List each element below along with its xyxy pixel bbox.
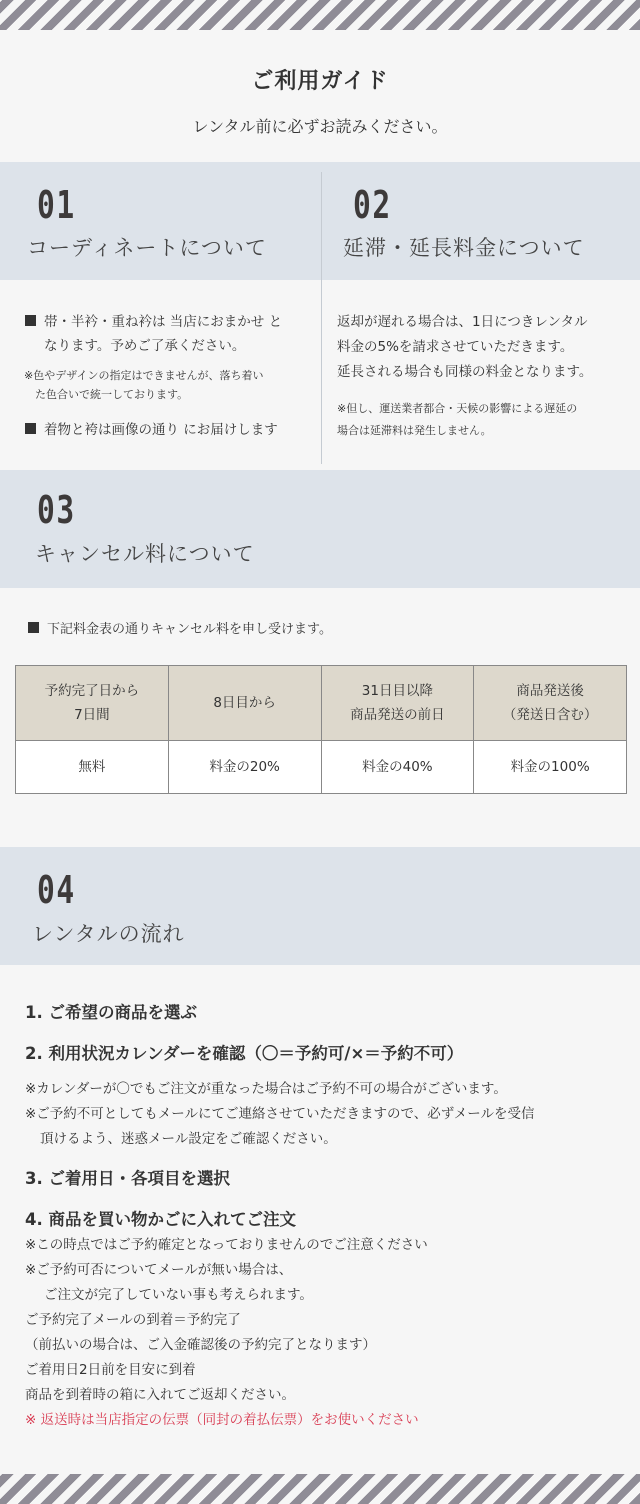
section-03-number: 03 [37,488,76,532]
flow-step-2-notes: ※カレンダーが〇でもご注文が重なった場合はご予約不可の場合がございます。 ※ご予約不可としてもメールにてご連絡させていただきますので、必ずメールを受信 頂けるよう、迷惑メール設定をご確認ください。 [25,1081,535,1147]
table-cell: 料金の20% [168,741,321,794]
flow-step-4-notes: ※この時点ではご予約確定となっておりませんのでご注意ください ※ご予約可否についてメールが無い場合は、 ご注文が完了していない事も考えられます。 ご予約完了メールの到着＝予約完了 （前払いの場合は、ご入金確認後の予約完了となります） ご着用日2日前を目安に到着 商品を到着時の箱に入れてご返却ください。 ※ 返送時は当店指定の伝票（同封の着払伝票）をお使いください [25,1233,625,1433]
table-header-cell: 商品発送後 （発送日含む） [474,666,627,741]
return-slip-warning: ※ 返送時は当店指定の伝票（同封の着払伝票）をお使いください [25,1412,419,1428]
square-bullet-icon [25,315,36,326]
cancel-fee-table [15,665,627,794]
flow-step-3: 3. ご着用日・各項目を選択 [25,1169,230,1188]
section-01-item-1: 帯・半衿・重ね衿は 当店におまかせ と なります。予めご了承ください。 [25,310,315,358]
section-03-intro: 下記料金表の通りキャンセル料を申し受けます。 [28,618,628,642]
section-01-note: ※色やデザインの指定はできませんが、落ち着い た色合いで統一しております。 [24,369,264,401]
section-02-text: 返却が遅れる場合は、1日につきレンタル 料金の5%を請求させていただきます。 延長される場合も同様の料金となります。 [337,314,593,380]
table-cell: 料金の40% [321,741,474,794]
page-title: ご利用ガイド [251,68,389,94]
table-header-cell: 31日目以降 商品発送の前日 [321,666,474,741]
flow-step-2: 2. 利用状況カレンダーを確認（〇＝予約可/×＝予約不可） [25,1044,464,1063]
section-04-number: 04 [37,868,76,912]
section-01-heading: コーディネートについて [27,236,267,260]
top-stripe-border [0,0,640,30]
table-cell: 無料 [16,741,169,794]
section-01-number: 01 [37,183,76,227]
section-01-item-2: 着物と袴は画像の通り にお届けします [25,418,320,442]
table-row [16,741,627,794]
section-02-note: ※但し、運送業者都合・天候の影響による遅延の 場合は延滞料は発生しません。 [337,402,578,437]
table-header-row [16,666,627,741]
table-cell: 料金の100% [474,741,627,794]
section-03-heading: キャンセル料について [35,542,255,566]
section-02-number: 02 [353,183,392,227]
page-subtitle: レンタル前に必ずお読みください。 [192,117,448,136]
section-03-header-band [0,470,640,588]
section-02-heading: 延滞・延長料金について [343,236,585,260]
square-bullet-icon [25,423,36,434]
square-bullet-icon [28,622,39,633]
section-01-02-header-band [0,162,640,280]
section-04-heading: レンタルの流れ [32,922,185,946]
table-header-cell: 8日目から [168,666,321,741]
column-divider [321,172,322,464]
table-header-cell: 予約完了日から 7日間 [16,666,169,741]
bottom-stripe-border [0,1474,640,1504]
flow-step-4: 4. 商品を買い物かごに入れてご注文 [25,1210,296,1229]
flow-step-1: 1. ご希望の商品を選ぶ [25,1003,197,1022]
